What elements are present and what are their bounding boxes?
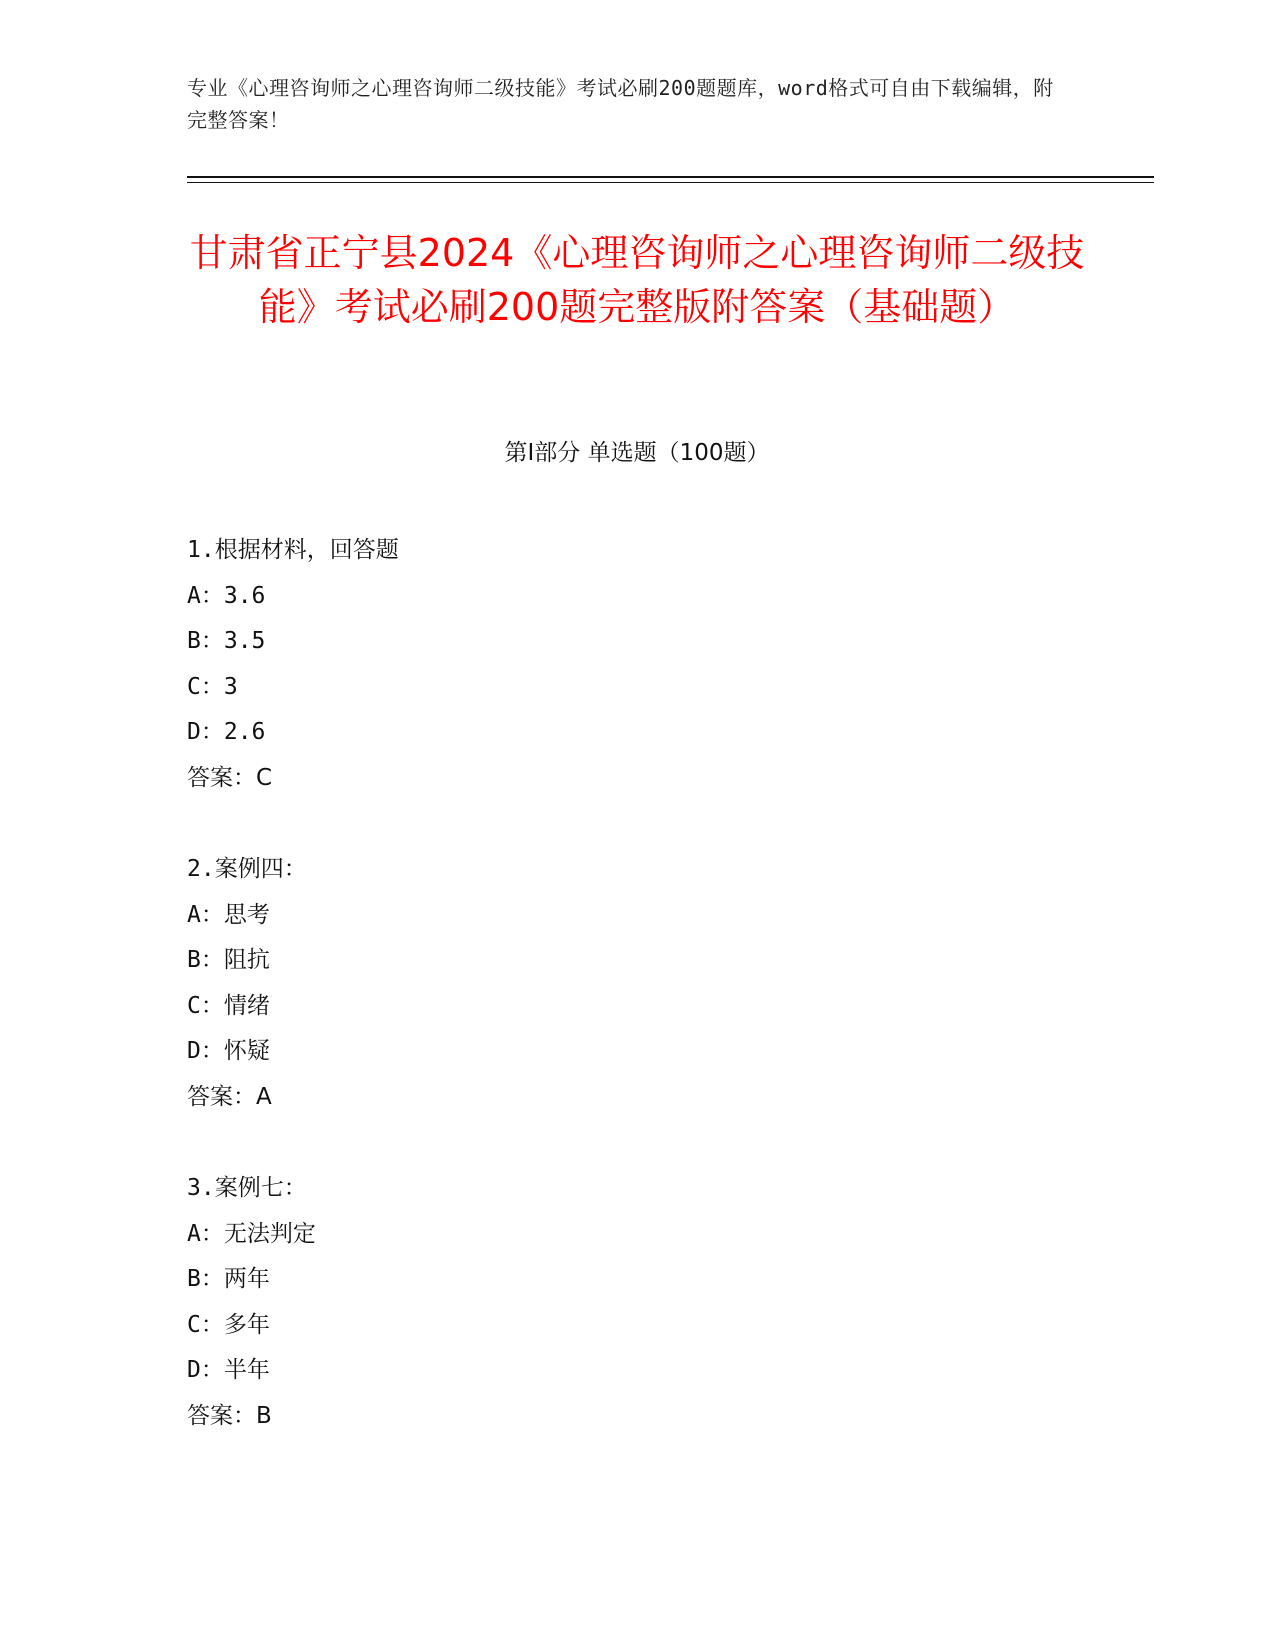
option-b: B：阻抗	[187, 947, 270, 973]
option-d: D：半年	[187, 1357, 270, 1383]
option-d: D：2.6	[187, 719, 266, 745]
option-a: A：无法判定	[187, 1220, 316, 1247]
option-d: D：怀疑	[187, 1038, 270, 1064]
option-c: C：情绪	[187, 992, 270, 1019]
header-note: 专业《心理咨询师之心理咨询师二级技能》考试必刷200题题库，word格式可自由下载编辑，附完整答案！	[187, 76, 1054, 132]
question-item	[187, 528, 1087, 801]
question-item	[187, 847, 1087, 1120]
question-stem: 1.根据材料，回答题	[187, 537, 399, 563]
document-title: 甘肃省正宁县2024《心理咨询师之心理咨询师二级技能》考试必刷200题完整版附答案（基础题）	[189, 231, 1085, 329]
question-list	[187, 528, 1087, 1485]
option-b: B：3.5	[187, 628, 266, 654]
answer-key: 答案：B	[187, 1402, 272, 1429]
header-divider-thin	[187, 182, 1154, 183]
header-divider-thick	[187, 176, 1154, 178]
question-stem: 3.案例七：	[187, 1175, 307, 1201]
answer-key: 答案：A	[187, 1083, 272, 1110]
section-title: 第I部分 单选题（100题）	[504, 440, 770, 466]
option-c: C：多年	[187, 1311, 270, 1338]
question-item	[187, 1166, 1087, 1439]
option-a: A：思考	[187, 901, 270, 928]
option-c: C：3	[187, 673, 238, 700]
option-b: B：两年	[187, 1266, 270, 1292]
question-stem: 2.案例四：	[187, 856, 307, 882]
option-a: A：3.6	[187, 582, 266, 609]
answer-key: 答案：C	[187, 764, 273, 791]
